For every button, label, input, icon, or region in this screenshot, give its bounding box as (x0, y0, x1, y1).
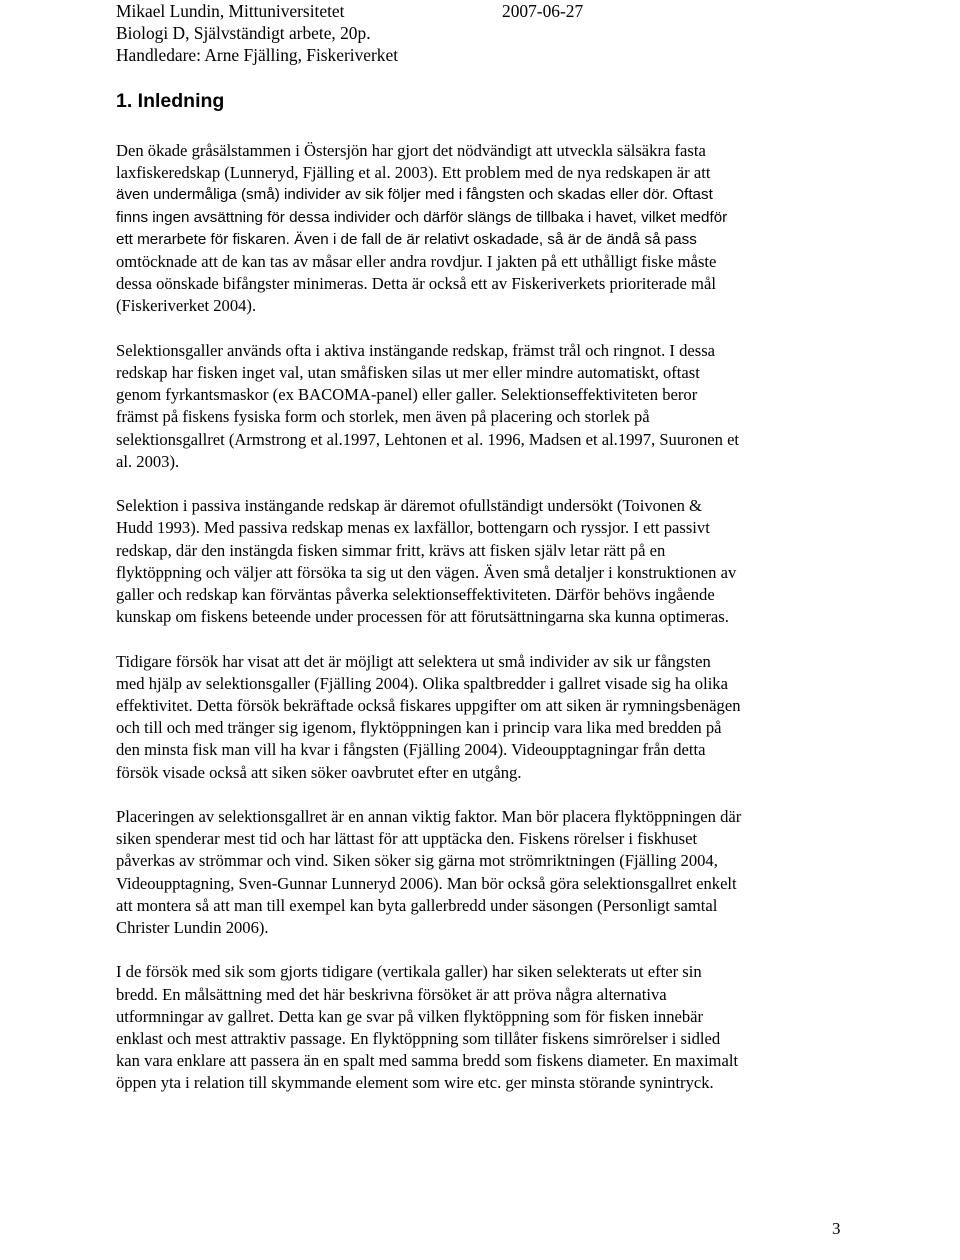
paragraph-line: och till och med tränger sig igenom, flyktöppningen kan i princip vara lika med bredden på (116, 718, 722, 738)
paragraph-line: kunskap om fiskens beteende under processen för att förutsättningarna ska kunna optimeras. (116, 607, 729, 627)
paragraph-line: Videoupptagning, Sven-Gunnar Lunneryd 2006). Man bör också göra selektionsgallret enkelt (116, 873, 737, 893)
paragraph-line: med hjälp av selektionsgaller (Fjälling 2004). Olika spaltbredder i gallret visade sig ha olika (116, 673, 728, 693)
paragraph-line: Tidigare försök har visat att det är möjligt att selektera ut små individer av sik ur fångsten (116, 651, 711, 671)
paragraph-line: ett merarbete för fiskaren. Även i de fall de är relativt oskadade, så är de ändå så pass (116, 230, 697, 248)
paragraph-line: (Fiskeriverket 2004). (116, 296, 257, 316)
paragraph-line: bredd. En målsättning med det här beskrivna försöket är att pröva några alternativa (116, 984, 667, 1004)
header-supervisor-line: Handledare: Arne Fjälling, Fiskeriverket (116, 45, 399, 65)
paragraph-line: redskap har fisken inget val, utan småfisken silas ut mer eller mindre automatiskt, oftast (116, 363, 700, 383)
paragraph-line: utformningar av gallret. Detta kan ge svar på vilken flyktöppning som för fisken innebär (116, 1006, 704, 1026)
paragraph-line: försök visade också att siken söker oavbrutet efter en utgång. (116, 762, 522, 782)
paragraph-line: finns ingen avsättning för dessa individer och därför slängs de tillbaka i havet, vilket medför (116, 208, 728, 226)
paragraph-line: öppen yta i relation till skymmande element som wire etc. ger minsta störande synintryck. (116, 1073, 714, 1093)
paragraph-line: effektivitet. Detta försök bekräftade också fiskares uppgifter om att siken är rymningsbenägen (116, 696, 741, 716)
paragraph-line: selektionsgallret (Armstrong et al.1997, Lehtonen et al. 1996, Madsen et al.1997, Suuronen et (116, 429, 740, 449)
header-course-line: Biologi D, Självständigt arbete, 20p. (116, 23, 371, 43)
paragraph-line: Christer Lundin 2006). (116, 918, 269, 938)
paragraph-line: siken spenderar mest tid och har lättast för att upptäcka den. Fiskens rörelser i fiskhuset (116, 829, 698, 849)
paragraph-line: Placeringen av selektionsgallret är en annan viktig faktor. Man bör placera flyktöppningen där (116, 807, 742, 827)
paragraph-line: dessa oönskade bifångster minimeras. Detta är också ett av Fiskeriverkets prioriterade mål (116, 274, 716, 294)
paragraph-placement (116, 806, 832, 939)
header-date: 2007-06-27 (502, 1, 584, 21)
paragraph-line: kan vara enklare att passera än en spalt med samma bredd som fiskens diameter. En maximalt (116, 1051, 739, 1071)
page-number: 3 (832, 1219, 841, 1238)
paragraph-line: främst på fiskens fysiska form och storlek, men även på placering och storlek på (116, 407, 650, 427)
header-author-line: Mikael Lundin, Mittuniversitetet (116, 1, 345, 21)
paragraph-line: al. 2003). (116, 451, 180, 471)
paragraph-line: att montera så att man till exempel kan byta gallerbredd under säsongen (Personligt samtal (116, 895, 718, 915)
paragraph-line: Selektion i passiva instängande redskap är däremot ofullständigt undersökt (Toivonen & (116, 496, 702, 516)
paragraph-line: genom fyrkantsmaskor (ex BACOMA-panel) eller galler. Selektionseffektiviteten beror (116, 385, 698, 405)
paragraph-line: Selektionsgaller används ofta i aktiva instängande redskap, främst trål och ringnot. I dessa (116, 340, 716, 360)
paragraph-line: enklast och mest attraktiv passage. En flyktöppning som tillåter fiskens simrörelser i sidled (116, 1029, 721, 1049)
paragraph-line: Hudd 1993). Med passiva redskap menas ex laxfällor, bottengarn och ryssjor. I ett passivt (116, 518, 710, 538)
paragraph-line: även undermåliga (små) individer av sik följer med i fångsten och skadas eller dör. Oftast (116, 186, 713, 204)
paragraph-line: redskap, där den instängda fisken simmar fritt, krävs att fisken själv letar rätt på en (116, 540, 666, 560)
paragraph-earlier-trials (116, 651, 832, 784)
body-text (116, 140, 832, 1117)
paragraph-line: I de försök med sik som gjorts tidigare (vertikala galler) har siken selekterats ut efter sin (116, 962, 702, 982)
paragraph-line: den minsta fisk man vill ha kvar i fångsten (Fjälling 2004). Videoupptagningar från detta (116, 740, 706, 760)
paragraph-line: galler och redskap kan förväntas påverka selektionseffektiviteten. Därför behövs ingående (116, 585, 715, 605)
paragraph-line: flyktöppning och väljer att försöka ta sig ut den vägen. Även små detaljer i konstruktionen av (116, 562, 737, 582)
paragraph-selection-grids (116, 340, 832, 473)
paragraph-line: påverkas av strömmar och vind. Siken söker sig gärna mot strömriktningen (Fjälling 2004, (116, 851, 718, 871)
paragraph-passive-gear (116, 495, 832, 628)
section-heading: 1. Inledning (116, 90, 225, 112)
paragraph-intro (116, 140, 832, 318)
paragraph-line: Den ökade gråsälstammen i Östersjön har gjort det nödvändigt att utveckla sälsäkra fasta (116, 141, 706, 160)
paragraph-line: omtöcknade att de kan tas av måsar eller andra rovdjur. I jakten på ett uthålligt fiske måste (116, 252, 717, 272)
paragraph-line: laxfiskeredskap (Lunneryd, Fjälling et al. 2003). Ett problem med de nya redskapen är att (116, 163, 711, 183)
paragraph-aims (116, 961, 832, 1094)
